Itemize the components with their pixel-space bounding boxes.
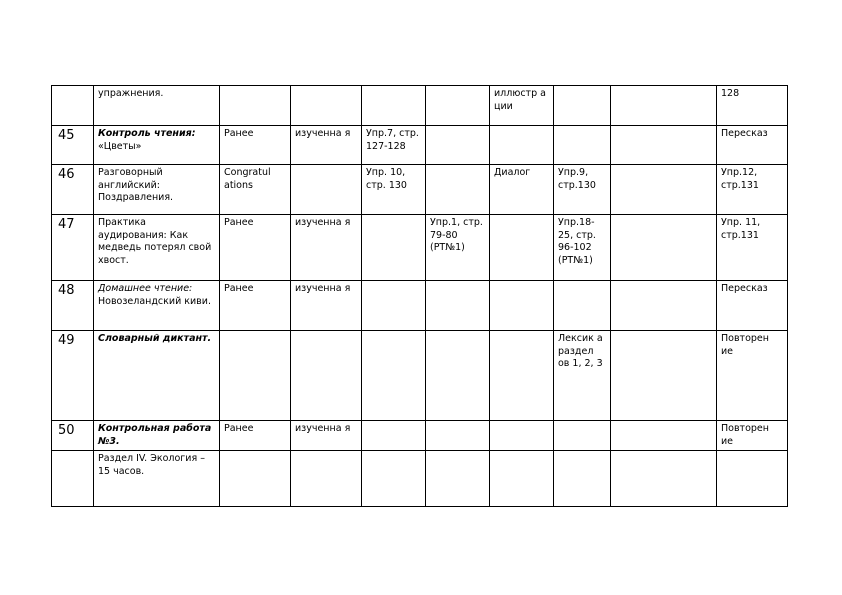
lesson-topic: Словарный диктант. (94, 331, 220, 421)
cell-grammar: изученна я (291, 126, 362, 165)
cell-grammar: изученна я (291, 215, 362, 281)
empty-cell (717, 451, 788, 507)
cell-vocabulary: Ранее (220, 215, 291, 281)
lesson-number: 45 (52, 126, 94, 165)
cell-listening (426, 86, 490, 126)
cell-grammar: изученна я (291, 281, 362, 331)
cell-vocabulary: Ранее (220, 421, 291, 451)
section-heading: Раздел IV. Экология – 15 часов. (94, 451, 220, 507)
lesson-topic (94, 281, 220, 331)
table-row (52, 331, 788, 421)
cell-vocabulary (220, 331, 291, 421)
cell-reading (362, 331, 426, 421)
lesson-topic: Контрольная работа №3. (94, 421, 220, 451)
cell-writing: Упр.9, стр.130 (554, 165, 611, 215)
cell-speaking (490, 126, 554, 165)
cell-writing (554, 281, 611, 331)
cell-writing: Упр.18-25, стр. 96-102 (РТ№1) (554, 215, 611, 281)
topic-rest: «Цветы» (98, 140, 142, 152)
cell-writing: Лексик а раздел ов 1, 2, 3 (554, 331, 611, 421)
cell-homework: Пересказ (717, 126, 788, 165)
cell-speaking: Диалог (490, 165, 554, 215)
table-row (52, 215, 788, 281)
cell-homework: Пересказ (717, 281, 788, 331)
cell-homework: Упр. 11, стр.131 (717, 215, 788, 281)
cell-reading (362, 215, 426, 281)
empty-cell (554, 451, 611, 507)
lesson-number: 46 (52, 165, 94, 215)
empty-cell (611, 451, 717, 507)
cell-reading (362, 86, 426, 126)
table-row (52, 165, 788, 215)
cell-writing (554, 421, 611, 451)
cell-reading: Упр.7, стр. 127-128 (362, 126, 426, 165)
cell-reading (362, 281, 426, 331)
cell-listening: Упр.1, стр. 79-80 (РТ№1) (426, 215, 490, 281)
cell-listening (426, 331, 490, 421)
lesson-plan-table (51, 85, 788, 507)
cell-homework: Повторен ие (717, 331, 788, 421)
cell-grammar (291, 331, 362, 421)
cell-speaking (490, 215, 554, 281)
cell-speaking: иллюстр а ции (490, 86, 554, 126)
empty-cell (291, 451, 362, 507)
cell-extra (611, 421, 717, 451)
cell-listening (426, 281, 490, 331)
cell-vocabulary: Ранее (220, 281, 291, 331)
cell-writing (554, 86, 611, 126)
table-row (52, 451, 788, 507)
cell-speaking (490, 331, 554, 421)
cell-homework: Упр.12, стр.131 (717, 165, 788, 215)
table-row (52, 281, 788, 331)
topic-emphasis: Контроль чтения: (98, 128, 196, 139)
topic-rest: Новозеландский киви. (98, 295, 211, 307)
lesson-number: 49 (52, 331, 94, 421)
empty-cell (362, 451, 426, 507)
cell-extra (611, 281, 717, 331)
cell-listening (426, 165, 490, 215)
cell-extra (611, 165, 717, 215)
cell-speaking (490, 281, 554, 331)
lesson-number: 47 (52, 215, 94, 281)
cell-speaking (490, 421, 554, 451)
cell-vocabulary: Ранее (220, 126, 291, 165)
cell-grammar (291, 165, 362, 215)
cell-grammar: изученна я (291, 421, 362, 451)
cell-homework: 128 (717, 86, 788, 126)
lesson-topic: Практика аудирования: Как медведь потерял свой хвост. (94, 215, 220, 281)
cell-homework: Повторен ие (717, 421, 788, 451)
cell-listening (426, 126, 490, 165)
cell-listening (426, 421, 490, 451)
cell-extra (611, 126, 717, 165)
table-row (52, 126, 788, 165)
topic-emphasis: Домашнее чтение: (98, 283, 193, 294)
cell-vocabulary (220, 86, 291, 126)
cell-reading (362, 421, 426, 451)
cell-reading: Упр. 10, стр. 130 (362, 165, 426, 215)
cell-extra (611, 86, 717, 126)
empty-cell (426, 451, 490, 507)
lesson-topic (94, 126, 220, 165)
empty-cell (220, 451, 291, 507)
cell-vocabulary: Congratul ations (220, 165, 291, 215)
table-row (52, 421, 788, 451)
lesson-number: 50 (52, 421, 94, 451)
cell-writing (554, 126, 611, 165)
cell-extra (611, 331, 717, 421)
lesson-number (52, 86, 94, 126)
cell-extra (611, 215, 717, 281)
lesson-number (52, 451, 94, 507)
cell-grammar (291, 86, 362, 126)
table-row (52, 86, 788, 126)
lesson-topic: Разговорный английский: Поздравления. (94, 165, 220, 215)
empty-cell (490, 451, 554, 507)
lesson-number: 48 (52, 281, 94, 331)
lesson-topic: упражнения. (94, 86, 220, 126)
